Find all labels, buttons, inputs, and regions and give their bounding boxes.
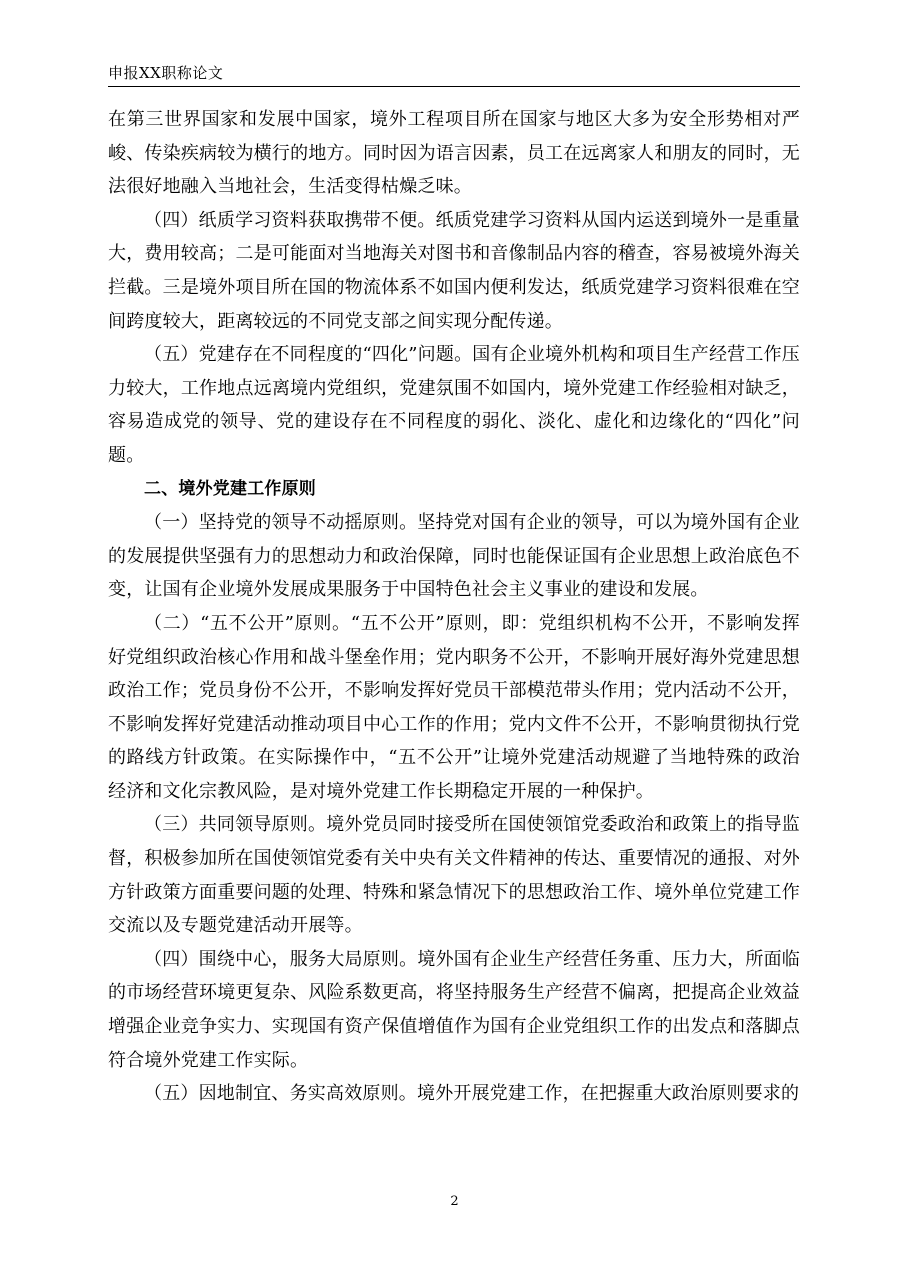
page-header [108, 62, 800, 87]
principle-item-5: （五）因地制宜、务实高效原则。境外开展党建工作，在把握重大政治原则要求的 [144, 1083, 800, 1105]
section-heading: 二、境外党建工作原则 [144, 478, 316, 499]
principle-item-3: （三）共同领导原则。境外党员同时接受所在国使领馆党委政治和政策上的指导监督，积极参加所在国使领馆党委有关中央有关文件精神的传达、重要情况的通报、对外方针政策方面重要问题的处理、特殊和紧急情况下的思想政治工作、境外单位党建工作交流以及专题党建活动开展等。 [108, 814, 800, 937]
paragraph-continuation: 在第三世界国家和发展中国家，境外工程项目所在国家与地区大多为安全形势相对严峻、传染疾病较为横行的地方。同时因为语言因素，员工在远离家人和朋友的同时，无法很好地融入当地社会，生活变得枯燥乏味。 [108, 109, 800, 198]
principle-item-1: （一）坚持党的领导不动摇原则。坚持党对国有企业的领导，可以为境外国有企业的发展提供坚强有力的思想动力和政治保障，同时也能保证国有企业思想上政治底色不变，让国有企业境外发展成果服务于中国特色社会主义事业的建设和发展。 [108, 512, 800, 601]
header-title: 申报XX职称论文 [108, 64, 224, 82]
paragraph-item-4: （四）纸质学习资料获取携带不便。纸质党建学习资料从国内运送到境外一是重量大，费用较高；二是可能面对当地海关对图书和音像制品内容的稽查，容易被境外海关拦截。三是境外项目所在国的物流体系不如国内便利发达，纸质党建学习资料很难在空间跨度较大，距离较远的不同党支部之间实现分配传递。 [108, 209, 800, 332]
principle-item-2: （二）“五不公开”原则。“五不公开”原则，即：党组织机构不公开，不影响发挥好党组织政治核心作用和战斗堡垒作用；党内职务不公开，不影响开展好海外党建思想政治工作；党员身份不公开，不影响发挥好党员干部模范带头作用；党内活动不公开，不影响发挥好党建活动推动项目中心工作的作用；党内文件不公开，不影响贯彻执行党的路线方针政策。在实际操作中，“五不公开”让境外党建活动规避了当地特殊的政治经济和文化宗教风险，是对境外党建工作长期稳定开展的一种保护。 [108, 612, 800, 802]
document-body [108, 103, 800, 1111]
paragraph-item-5: （五）党建存在不同程度的“四化”问题。国有企业境外机构和项目生产经营工作压力较大，工作地点远离境内党组织，党建氛围不如国内，境外党建工作经验相对缺乏，容易造成党的领导、党的建设存在不同程度的弱化、淡化、虚化和边缘化的“四化”问题。 [108, 344, 800, 466]
page-number: 2 [450, 1194, 459, 1209]
principle-item-4: （四）围绕中心，服务大局原则。境外国有企业生产经营任务重、压力大，所面临的市场经营环境更复杂、风险系数更高，将坚持服务生产经营不偏离，把提高企业效益增强企业竞争实力、实现国有资产保值增值作为国有企业党组织工作的出发点和落脚点符合境外党建工作实际。 [108, 948, 800, 1071]
